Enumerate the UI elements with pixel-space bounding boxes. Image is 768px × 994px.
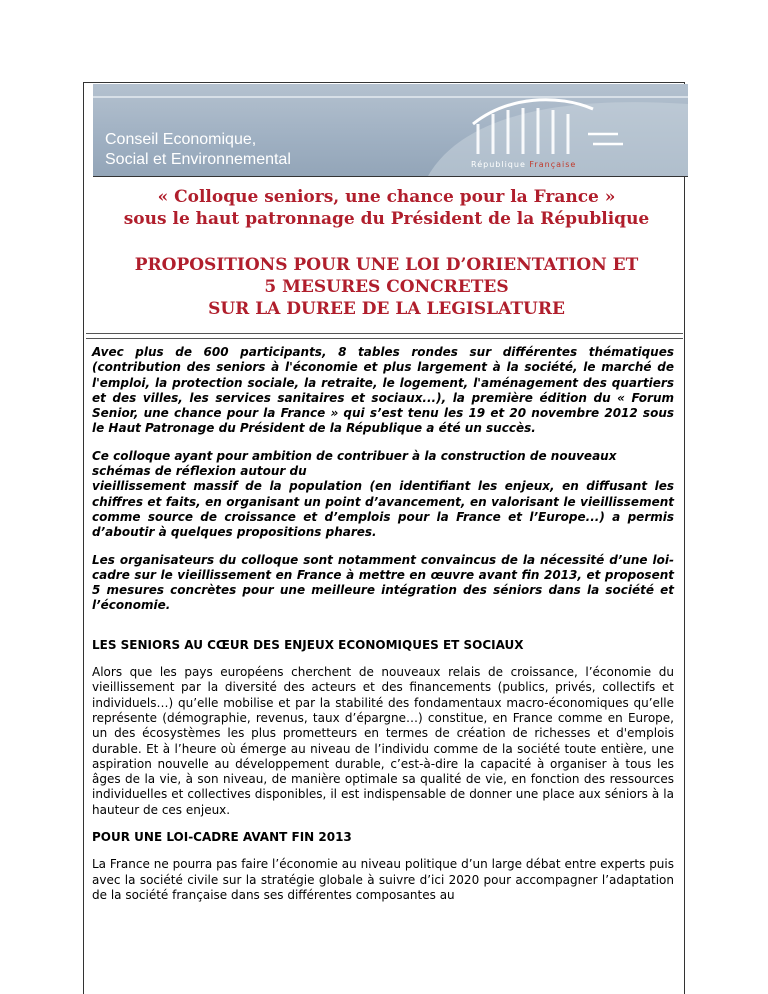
title-line-3: PROPOSITIONS POUR UNE LOI D’ORIENTATION ET [134,255,639,275]
title-line-1: « Colloque seniors, une chance pour la France » [157,187,616,207]
document-titles [93,186,680,320]
document-body [92,345,674,915]
divider-bottom [86,338,683,339]
title-line-2: sous le haut patronnage du Président de la République [123,209,650,229]
intro-paragraph-3: Les organisateurs du colloque sont notamment convaincus de la nécessité d’une loi-cadre sur le vieillissement en France à mettre en œuvre avant fin 2013, et proposent 5 mesures concrètes pour une meilleure intégration des séniors dans la société et l’économie. [92,552,674,613]
section-heading-loi-cadre: POUR UNE LOI-CADRE AVANT FIN 2013 [92,830,352,845]
intro-paragraph-2a: Ce colloque ayant pour ambition de contribuer à la construction de nouveaux schémas de réflexion autour du [92,448,617,479]
title-line-5: SUR LA DUREE DE LA LEGISLATURE [208,299,565,319]
divider-top [86,333,683,334]
title-line-4: 5 MESURES CONCRETES [264,277,509,297]
section-text-enjeux: Alors que les pays européens cherchent de nouveaux relais de croissance, l’économie du vieillissement par la diversité des acteurs et des financements (publics, privés, collectifs et individuels…) qu’elle mobilise et par la stabilité des fondamentaux macro-économiques qu’elle représente (démographie, revenus, taux d’épargne…) constitue, en France comme en Europe, un des écosystèmes les plus prometteurs en termes de création de richesses et d'emplois durable. Et à l’heure où émerge au niveau de l’individu comme de la société toute entière, une aspiration nouvelle au développement durable, c’est-à-dire la capacité à organiser à tous les âges de la vie, à son niveau, de manière optimale sa qualité de vie, en fonction des ressources individuelles et collectives disponibles, il est indispensable de donner une place aux séniors à la hauteur de ces enjeux. [92,665,674,817]
organization-name [105,130,291,170]
header-banner [93,84,688,177]
section-text-loi-cadre: La France ne pourra pas faire l’économie au niveau politique d’un large débat entre experts puis avec la société civile sur la stratégie globale à suivre d’ici 2020 pour accompagner l’adaptation de la société française dans ses différentes composantes au [92,857,674,902]
organization-line-1: Conseil Economique, [105,131,257,148]
intro-paragraph-2b: vieillissement massif de la population (en identifiant les enjeux, en diffusant les chiffres et faits, en organisant un point d’avancement, en valorisant le vieillissement comme source de croissance et d’emplois pour la France et l’Europe...) a permis d’aboutir à quelques propositions phares. [92,479,674,540]
section-heading-enjeux: LES SENIORS AU CŒUR DES ENJEUX ECONOMIQUES ET SOCIAUX [92,637,524,652]
republique-francaise-label: République Française [471,160,577,169]
intro-paragraph-1: Avec plus de 600 participants, 8 tables rondes sur différentes thématiques (contribution des seniors à l'économie et plus largement à la société, le marché de l'emploi, la protection sociale, la retraite, le logement, l'aménagement des quartiers et des villes, les services sanitaires et sociaux...), la première édition du « Forum Senior, une chance pour la France » qui s’est tenu les 19 et 20 novembre 2012 sous le Haut Patronage du Président de la République a été un succès. [92,345,674,436]
organization-line-2: Social et Environnemental [105,151,291,168]
